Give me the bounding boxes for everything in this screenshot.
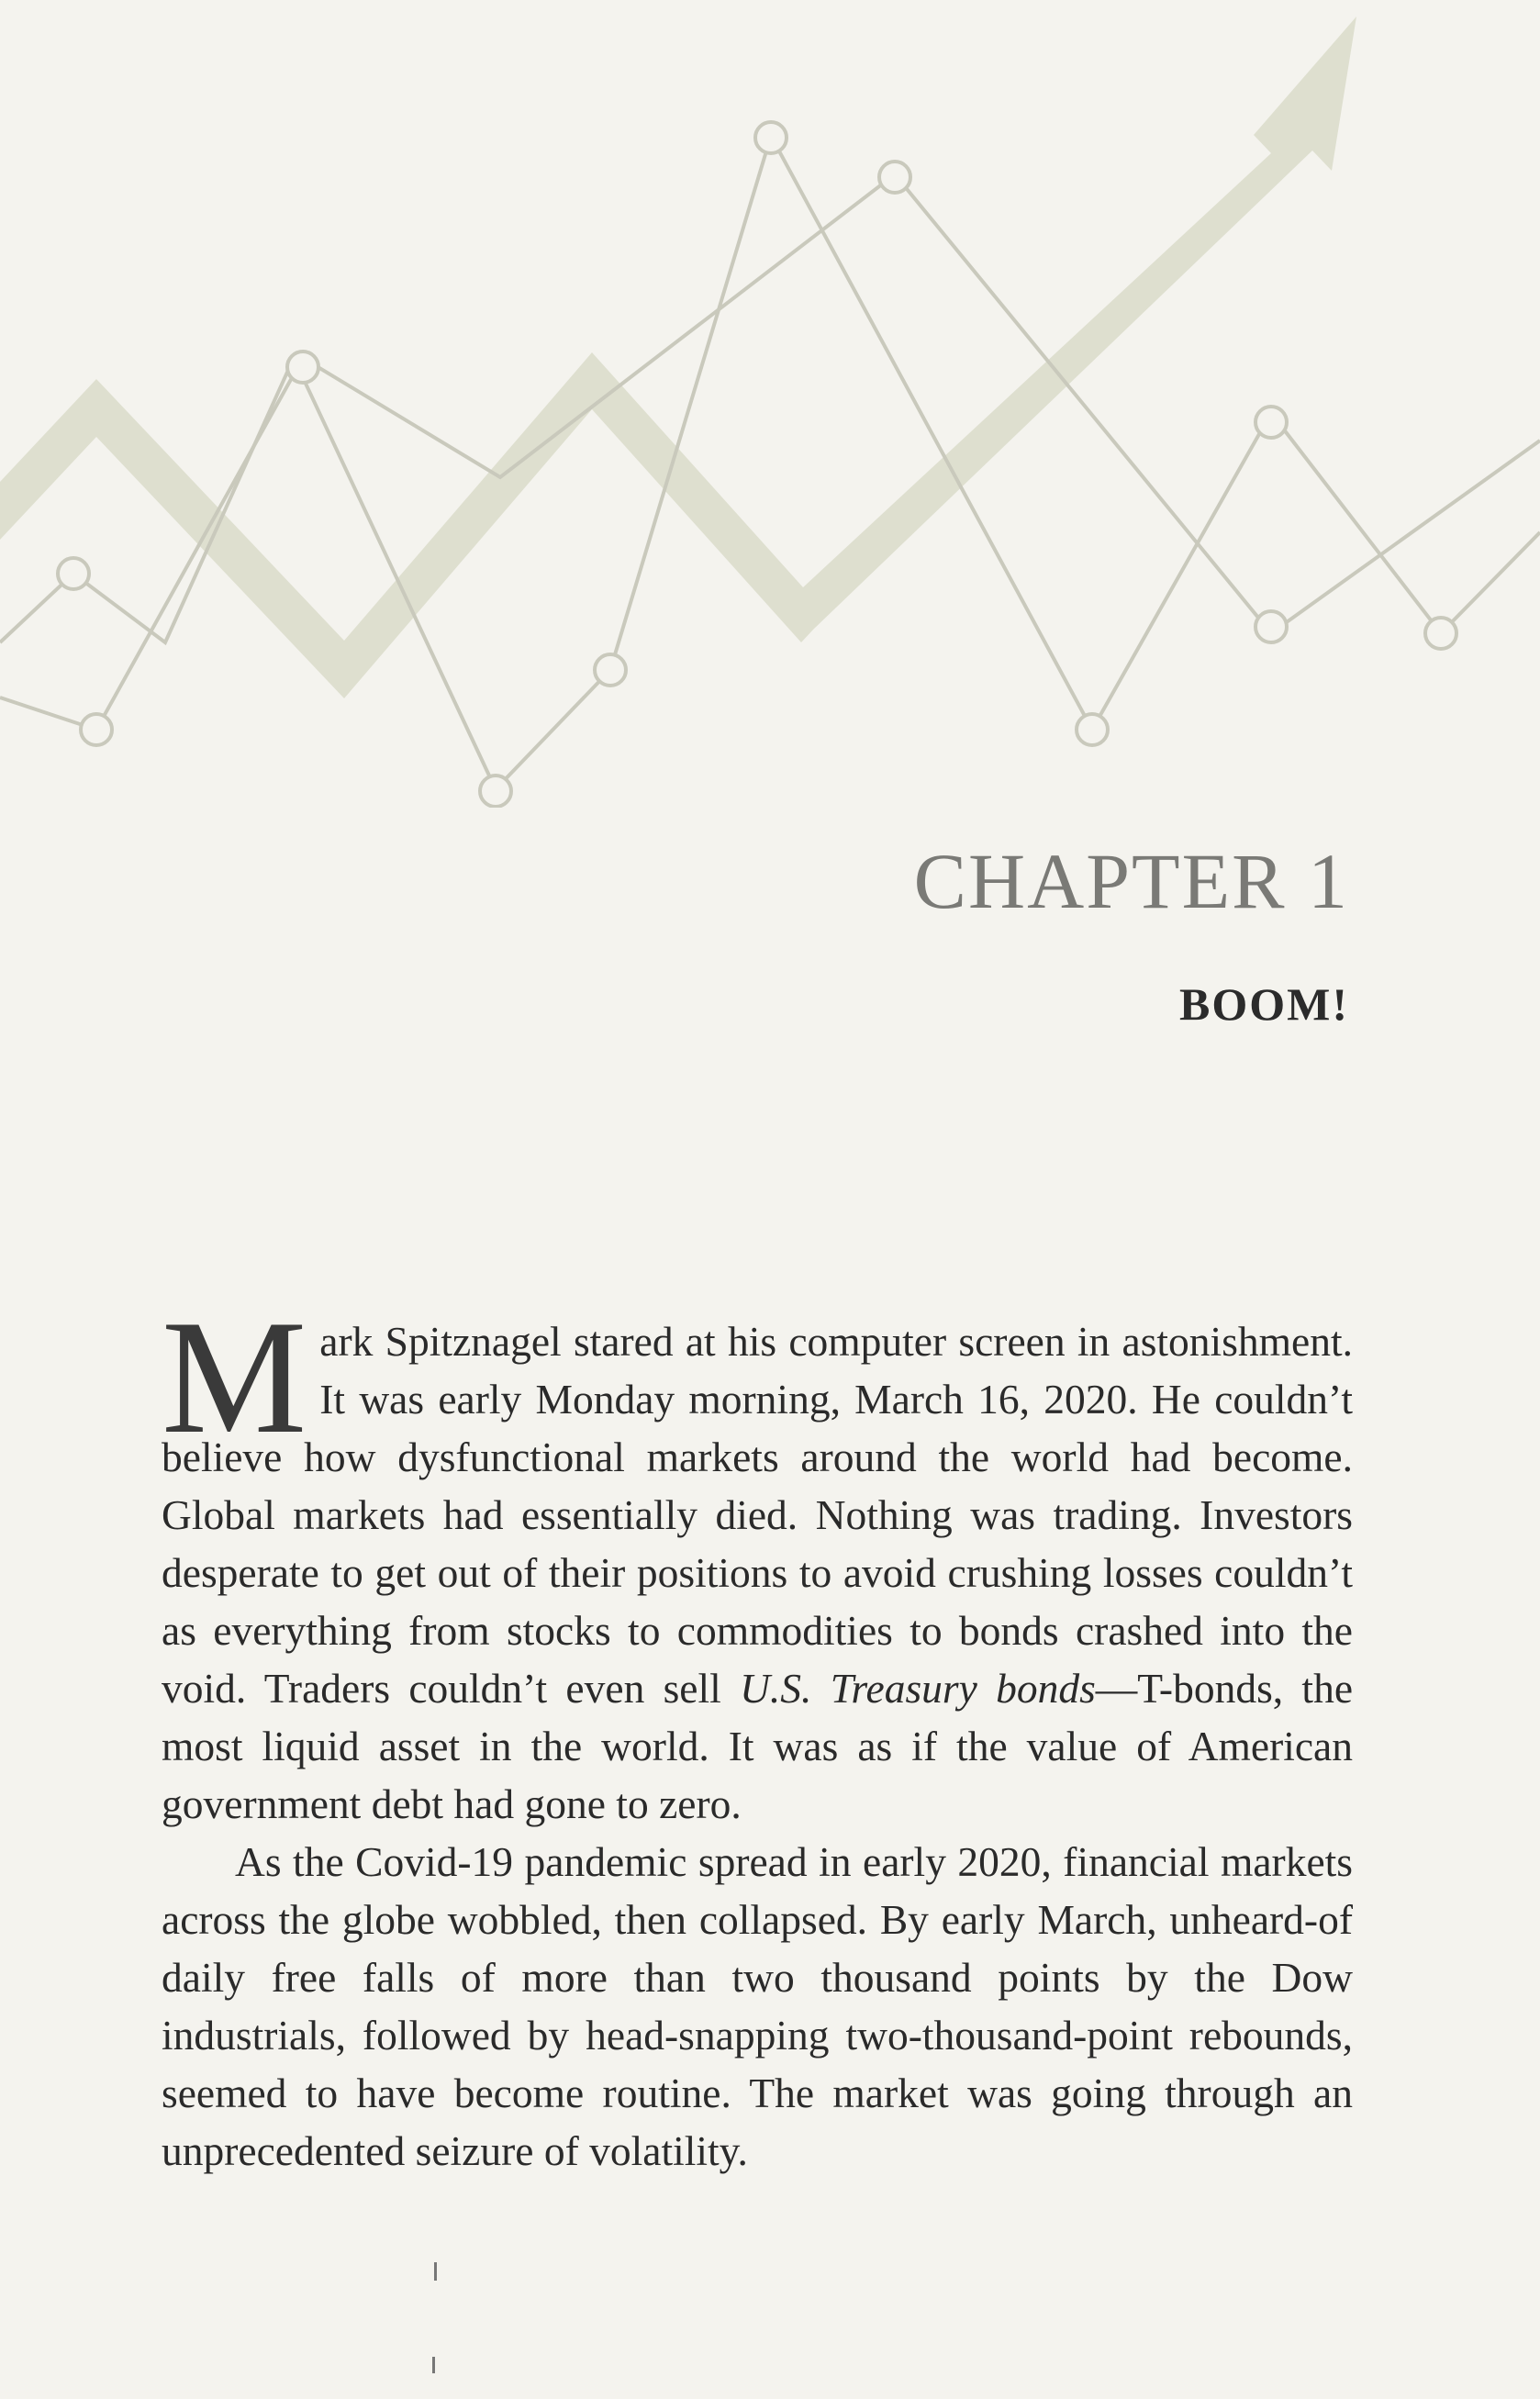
- paragraph-1: [162, 1286, 1354, 1833]
- drop-cap: M: [162, 1286, 307, 1467]
- scan-speck: [434, 2262, 437, 2281]
- paragraph-1-text-b: —T-bonds, the most liquid asset in the world. It was as if the value of American government debt had gone to zero.: [162, 1665, 1354, 1827]
- paragraph-1-text-a: ark Spitznagel stared at his computer screen in astonishment. It was early Monday morning, March 16, 2020. He couldn’t believe how dysfunctional markets around the world had become. Global markets had essentially died. Nothing was trading. Investors desperate to get out of their positions to avoid crushing losses couldn’t as everything from stocks to commodities to bonds crashed into the void. Traders couldn’t even sell: [162, 1318, 1353, 1712]
- paragraph-2: As the Covid-19 pandemic spread in early 2020, financial markets across the globe wobbled, then collapsed. By early March, unheard-of daily free falls of more than two thousand points by the Dow industrials, followed by head-snapping two-thousand-point rebounds, seemed to have become routine. The market was going through an unprecedented seizure of volatility.: [162, 1838, 1353, 2174]
- paragraph-1-italic-term: U.S. Treasury bonds: [740, 1665, 1096, 1712]
- line-chart-markers: [58, 122, 1456, 807]
- chapter-heading: CHAPTER 1: [913, 837, 1349, 925]
- header-chart-decoration: [0, 0, 1540, 808]
- rising-arrow-icon: [0, 17, 1356, 698]
- body-text: [162, 1286, 1354, 2180]
- chapter-title: BOOM!: [1179, 978, 1349, 1030]
- line-chart-b: [0, 174, 1540, 730]
- line-chart-a: [0, 136, 1540, 789]
- scan-speck: [432, 2357, 435, 2373]
